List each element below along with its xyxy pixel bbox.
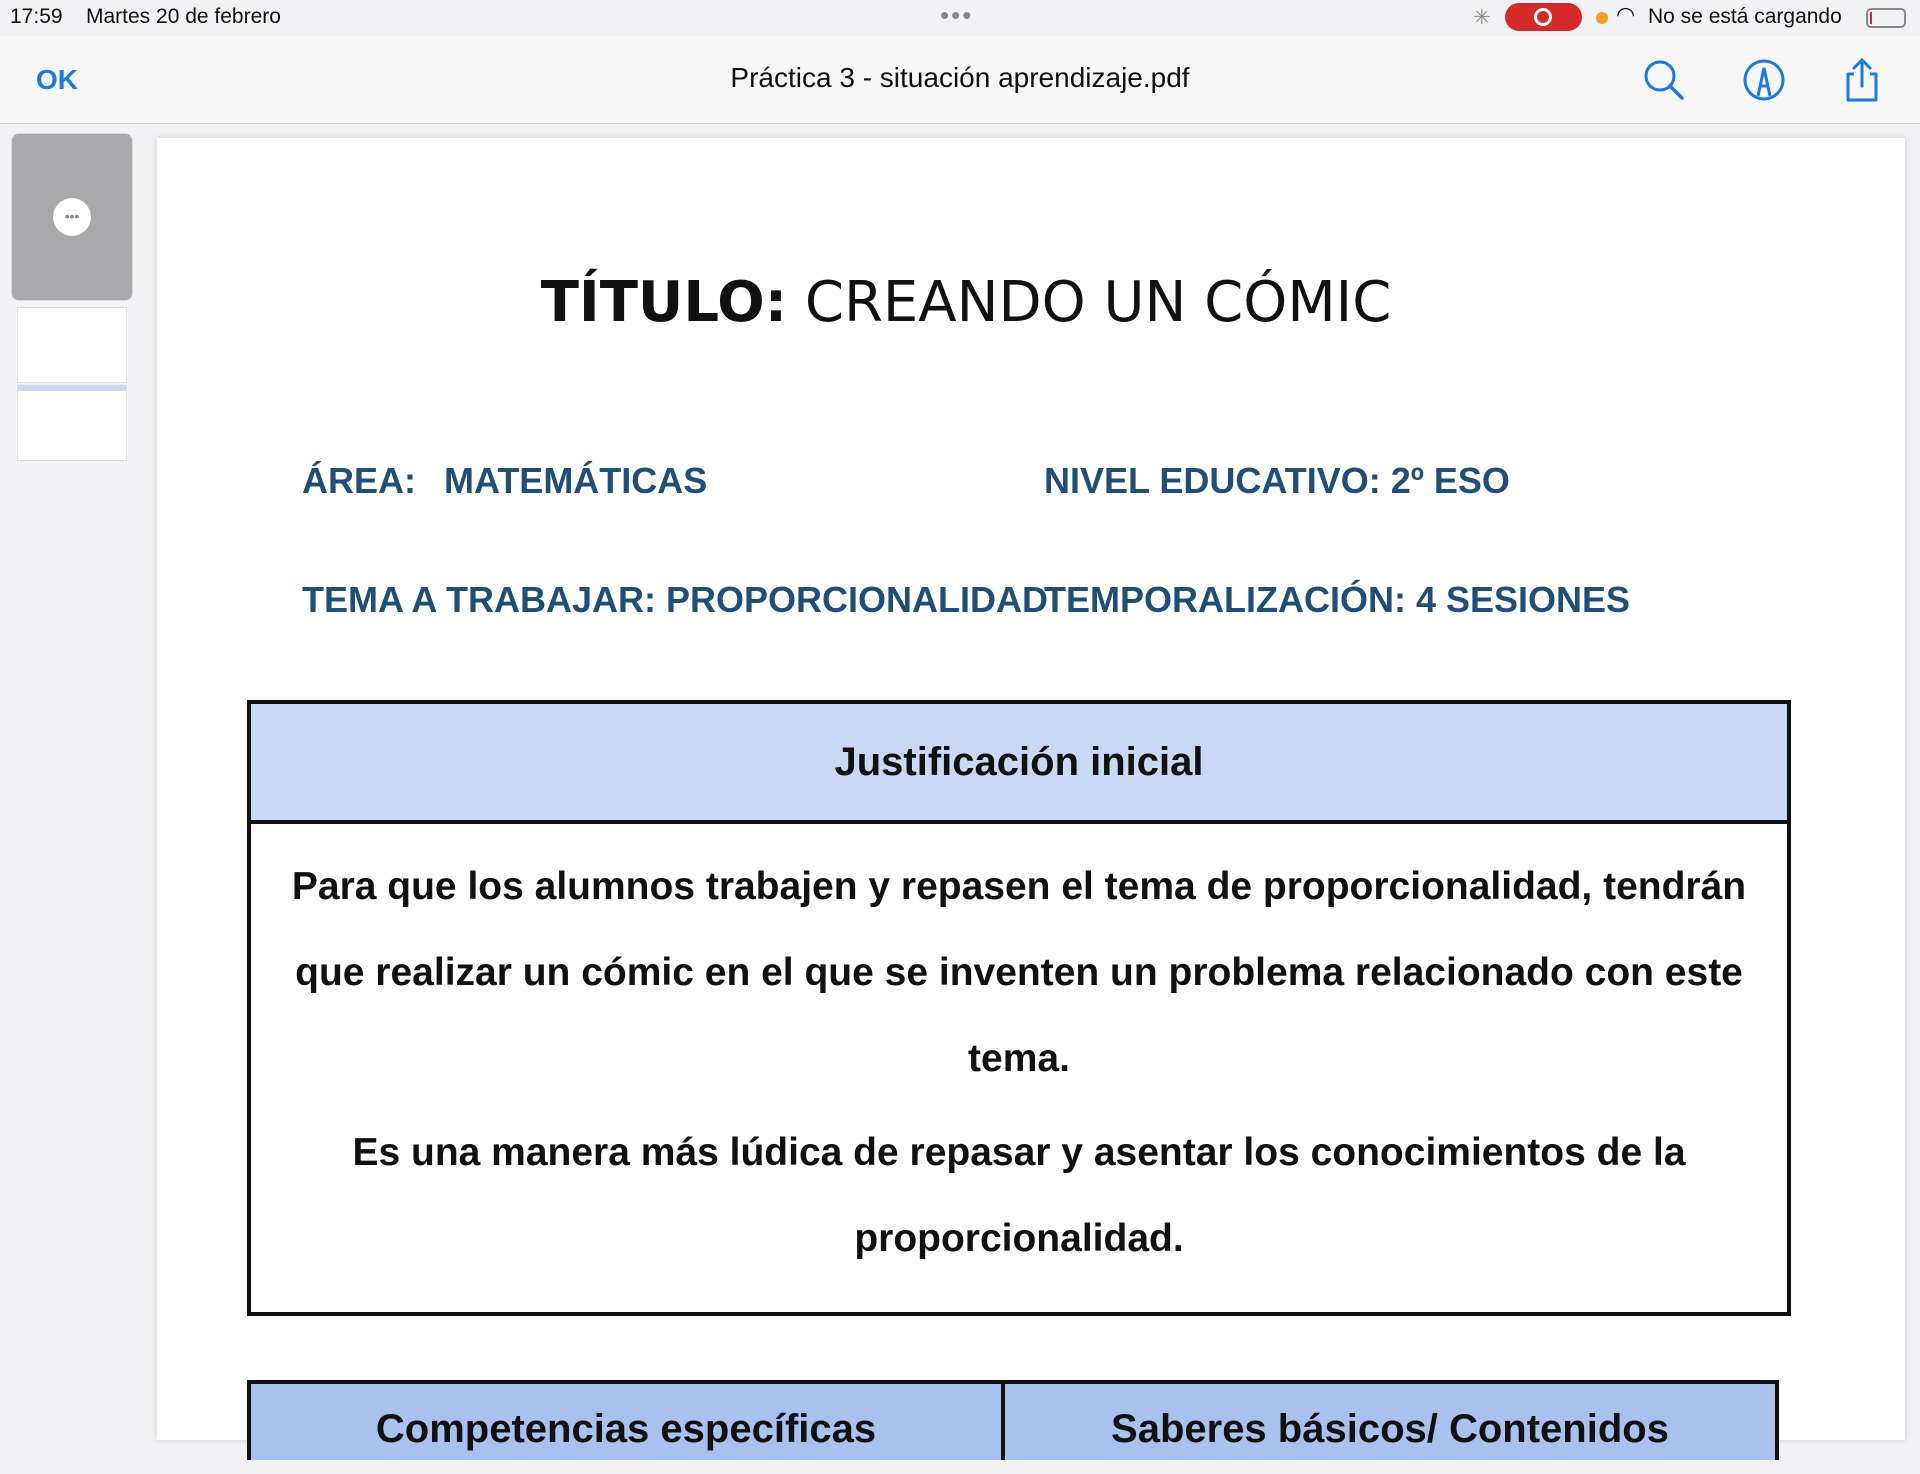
mic-indicator-icon [1596, 12, 1608, 24]
battery-icon [1866, 8, 1906, 28]
competencias-table [247, 1380, 1779, 1460]
activity-spinner-icon: ✳ [1473, 6, 1491, 29]
thumbnail-page-1[interactable] [11, 133, 133, 301]
time: 17:59 [10, 5, 63, 28]
battery-text: No se está cargando [1648, 5, 1842, 28]
thumbnail-page-2[interactable] [17, 307, 127, 383]
title-value: CREANDO UN CÓMIC [804, 270, 1392, 335]
justificacion-table [247, 700, 1791, 1316]
status-bar [0, 0, 1920, 36]
screen-recording-icon[interactable] [1505, 3, 1582, 31]
saberes-header: Saberes básicos/ Contenidos [1111, 1407, 1669, 1451]
page-thumbnails-sidebar [0, 125, 150, 1440]
nivel-educativo: NIVEL EDUCATIVO: 2º ESO [1044, 460, 1510, 501]
area-label: ÁREA: [302, 460, 416, 501]
more-options-icon[interactable]: ••• [53, 198, 91, 236]
nav-bar [0, 36, 1920, 124]
competencias-header: Competencias específicas [251, 1384, 1005, 1460]
temporalizacion: TEMPORALIZACIÓN: 4 SESIONES [1044, 579, 1631, 620]
title-label: TÍTULO: [540, 270, 788, 335]
pdf-page [157, 138, 1905, 1451]
document-title: Práctica 3 - situación aprendizaje.pdf [730, 62, 1190, 93]
share-icon[interactable] [1838, 56, 1886, 104]
justificacion-paragraph-1: Para que los alumnos trabajen y repasen el tema de proporcionalidad, tendrán que realizar un cómic en el que se inventen un problema relacionado con este tema. [291, 865, 1747, 1080]
area-value: MATEMÁTICAS [444, 460, 708, 501]
justificacion-header: Justificación inicial [251, 704, 1787, 824]
search-icon[interactable] [1640, 56, 1688, 104]
markup-icon[interactable] [1740, 56, 1788, 104]
wifi-icon: ◠ [1616, 2, 1636, 27]
date: Martes 20 de febrero [86, 5, 281, 28]
ok-button[interactable]: OK [36, 64, 78, 95]
justificacion-paragraph-2: Es una manera más lúdica de repasar y asentar los conocimientos de la proporcionalidad. [352, 1131, 1686, 1260]
tema: TEMA A TRABAJAR: PROPORCIONALIDAD [302, 579, 1048, 620]
multitasking-dots-icon[interactable]: ••• [940, 0, 974, 30]
thumbnail-page-3[interactable] [17, 385, 127, 461]
doc-title [157, 270, 1905, 335]
